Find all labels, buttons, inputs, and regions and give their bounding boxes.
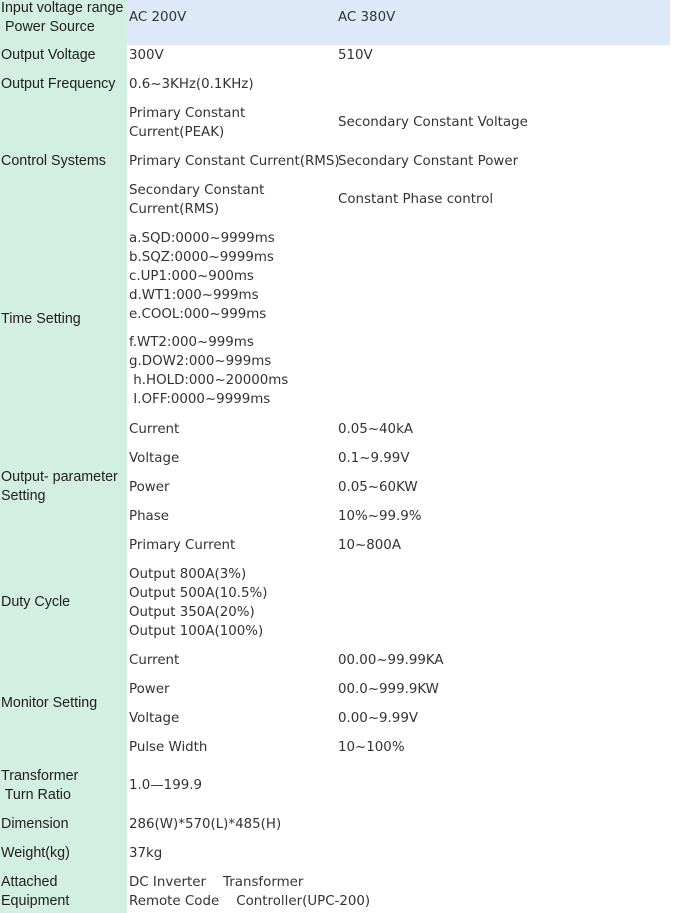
header-col1: AC 200V [129, 10, 187, 25]
attached-equipment-value: DC Inverter Transformer Remote Code Controller(UPC-200) [129, 875, 371, 909]
output-parameter-power-label: Power [129, 480, 170, 495]
dimension-label: Dimension [1, 816, 69, 832]
output-parameter-label: Output- parameter Setting [1, 469, 118, 504]
monitor-power-value: 00.0~999.9KW [338, 682, 439, 697]
control-systems-row3-col1: Secondary Constant Current(RMS) [129, 183, 265, 217]
control-systems-label: Control Systems [1, 153, 106, 169]
control-systems-row1-col2: Secondary Constant Voltage [338, 115, 528, 130]
monitor-setting-label: Monitor Setting [1, 695, 98, 711]
weight-label: Weight(kg) [1, 845, 70, 861]
output-parameter-power-value: 0.05~60KW [338, 480, 418, 495]
time-setting-group2: f.WT2:000~999ms g.DOW2:000~999ms h.HOLD:000~20000ms I.OFF:0000~9999ms [129, 335, 289, 407]
duty-cycle-label: Duty Cycle [1, 594, 71, 610]
monitor-voltage-value: 0.00~9.99V [338, 711, 419, 726]
output-voltage-label: Output Voltage [1, 47, 96, 63]
time-setting-group1: a.SQD:0000~9999ms b.SQZ:0000~9999ms c.UP1:000~900ms d.WT1:000~999ms e.COOL:000~999ms [129, 231, 275, 322]
turn-ratio-value: 1.0—199.9 [129, 778, 203, 793]
output-parameter-current-label: Current [129, 422, 180, 437]
output-parameter-primary-current-label: Primary Current [129, 538, 236, 553]
weight-value: 37kg [129, 846, 163, 861]
header-row [127, 0, 670, 45]
attached-equipment-label: Attached Equipment [1, 874, 70, 909]
monitor-current-value: 00.00~99.99KA [338, 653, 444, 668]
control-systems-row2-col1: Primary Constant Current(RMS) [129, 154, 340, 169]
monitor-pulse-width-label: Pulse Width [129, 740, 208, 755]
header-label: Input voltage range Power Source [1, 0, 124, 35]
output-frequency-label: Output Frequency [1, 76, 116, 92]
monitor-current-label: Current [129, 653, 180, 668]
output-voltage-col1: 300V [129, 48, 164, 63]
output-parameter-primary-current-value: 10~800A [338, 538, 401, 553]
control-systems-row2-col2: Secondary Constant Power [338, 154, 519, 169]
output-parameter-phase-label: Phase [129, 509, 169, 524]
control-systems-row1-col1: Primary Constant Current(PEAK) [129, 106, 246, 140]
control-systems-row3-col2: Constant Phase control [338, 192, 494, 207]
turn-ratio-label: Transformer Turn Ratio [1, 768, 79, 803]
output-parameter-voltage-value: 0.1~9.99V [338, 451, 410, 466]
output-frequency-value: 0.6~3KHz(0.1KHz) [129, 77, 254, 92]
monitor-power-label: Power [129, 682, 170, 697]
output-parameter-phase-value: 10%~99.9% [338, 509, 422, 524]
time-setting-label: Time Setting [1, 311, 81, 327]
header-col2: AC 380V [338, 10, 396, 25]
monitor-voltage-label: Voltage [129, 711, 180, 726]
output-voltage-col2: 510V [338, 48, 373, 63]
monitor-pulse-width-value: 10~100% [338, 740, 405, 755]
dimension-value: 286(W)*570(L)*485(H) [129, 817, 282, 832]
output-parameter-voltage-label: Voltage [129, 451, 180, 466]
duty-cycle-value: Output 800A(3%) Output 500A(10.5%) Output 350A(20%) Output 100A(100%) [129, 567, 268, 639]
output-parameter-current-value: 0.05~40kA [338, 422, 413, 437]
